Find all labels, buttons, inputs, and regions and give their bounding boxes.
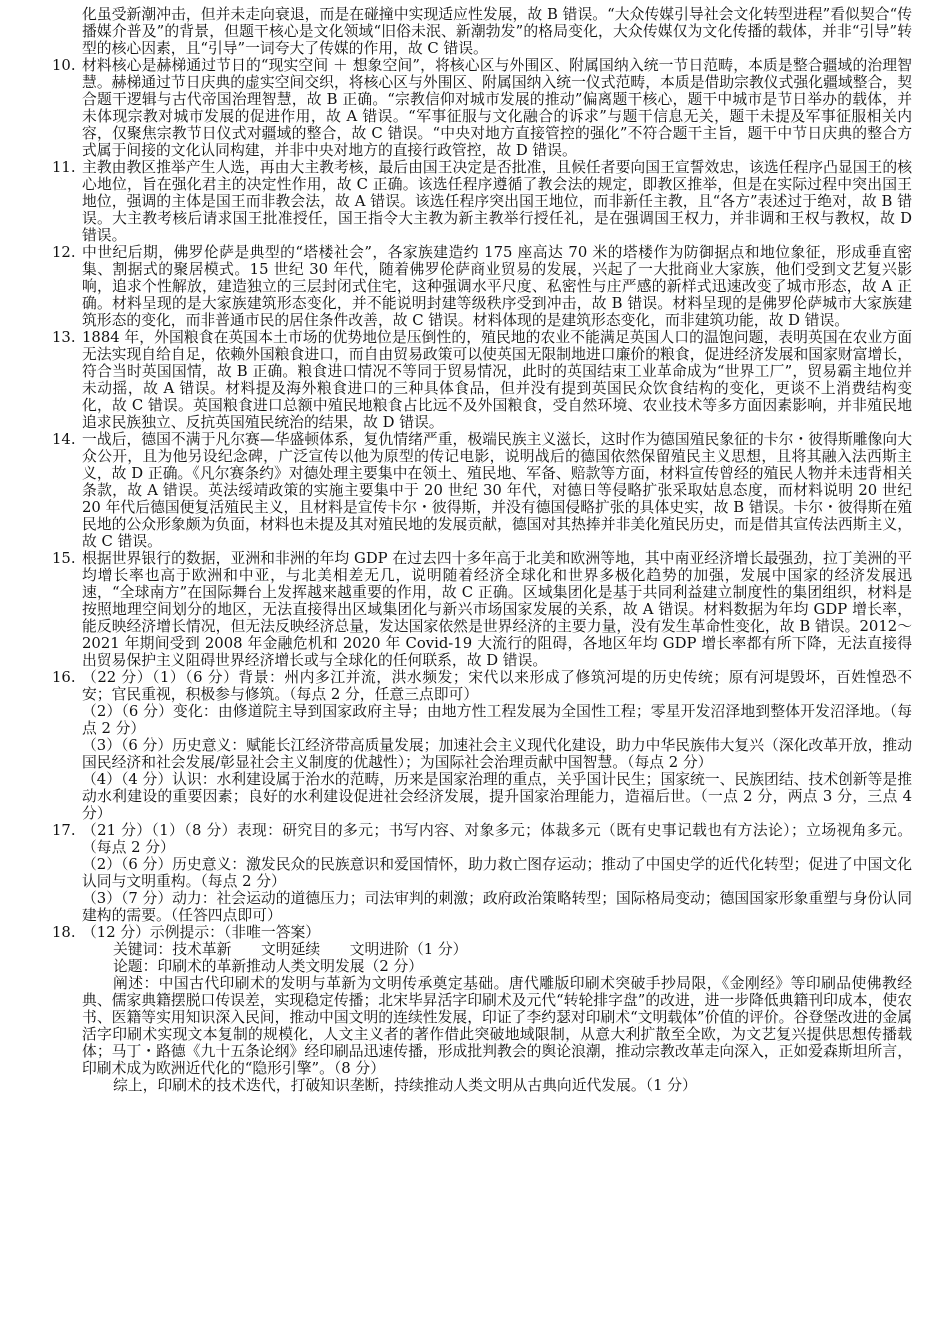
item-number: 18.: [52, 924, 76, 941]
item-paragraph: （4）（4 分）认识：水利建设属于治水的范畴，历来是国家治理的重点，关乎国计民生；国家统一、民族团结、技术创新等是推动水利建设的重要因素；良好的水利建设促进社会经济发展，提升国家治理能力，造福后世。（一点 2 分，两点 3 分，三点 4 分）: [82, 771, 912, 822]
item-number: 10.: [52, 57, 76, 74]
item-paragraph: 1884 年，外国粮食在英国本土市场的优势地位是压倒性的，殖民地的农业不能满足英国人口的温饱问题，表明英国在农业方面无法实现自给自足，依赖外国粮食进口，而自由贸易政策可以使英国无限制地进口廉价的粮食，促进经济发展和国家财富增长，符合当时英国国情，故 B 正确。粮食进口情况不等同于贸易情况，此时的英国结束工业革命成为“世界工厂”，贸易霸主地位并未动摇，故 A 错误。材料提及海外粮食进口的三种具体食品，但并没有提到英国民众饮食结构的变化，更谈不上消费结构变化，故 C 错误。英国粮食进口总额中殖民地粮食占比远不及外国粮食，受自然环境、农业技术等多方面因素影响，并非殖民地追求民族独立、反抗英国殖民统治的结果，故 D 错误。: [82, 329, 912, 431]
item-number: 13.: [52, 329, 76, 346]
item-paragraph: （21 分）（1）（8 分）表现：研究目的多元；书写内容、对象多元；体裁多元（既有史事记载也有方法论）；立场视角多元。（每点 2 分）: [82, 822, 912, 856]
item-number: 17.: [52, 822, 76, 839]
answer-item: [0, 159, 912, 244]
item-number: 15.: [52, 550, 76, 567]
answer-item: [0, 431, 912, 550]
answer-item: [0, 244, 912, 329]
item-number: 16.: [52, 669, 76, 686]
item-18-head: （12 分）示例提示：（非唯一答案）: [82, 924, 321, 941]
answer-item: [0, 329, 912, 431]
item-number: 12.: [52, 244, 76, 261]
item-paragraph: 中世纪后期，佛罗伦萨是典型的“塔楼社会”，各家族建造约 175 座高达 70 米的塔楼作为防御据点和地位象征，形成垂直密集、割据式的聚居模式。15 世纪 30 年代，随着佛罗伦萨商业贸易的发展，兴起了一大批商业大家族，他们受到文艺复兴影响，追求个性解放，建造独立的三层封闭式住宅，这种强调水平尺度、私密性与庄严感的新样式迅速改变了城市形态，故 A 正确。材料呈现的是大家族建筑形态变化，并不能说明封建等级秩序受到冲击，故 B 错误。材料呈现的是佛罗伦萨城市大家族建筑形态的变化，而非普通市民的居住条件改善，故 C 错误。材料体现的是建筑形态变化，而非建筑功能，故 D 错误。: [82, 244, 912, 329]
item-number: 11.: [52, 159, 76, 176]
item-paragraph: （22 分）（1）（6 分）背景：州内多江并流，洪水频发；宋代以来形成了修筑河堤的历史传统；原有河堤毁坏，百姓惶恐不安；官民重视，积极参与修筑。（每点 2 分，任意三点即可）: [82, 669, 912, 703]
answer-item: [0, 6, 912, 57]
answer-item: [0, 57, 912, 159]
answer-item-18: [0, 924, 912, 1094]
item-18-thesis: 论题：印刷术的革新推动人类文明发展（2 分）: [113, 958, 424, 975]
answer-item: [0, 669, 912, 822]
answer-item: [0, 822, 912, 924]
item-paragraph: （2）（6 分）变化：由修道院主导到国家政府主导；由地方性工程发展为全国性工程；零星开发沼泽地到整体开发沼泽地。（每点 2 分）: [82, 703, 912, 737]
item-paragraph: 根据世界银行的数据，亚洲和非洲的年均 GDP 在过去四十多年高于北美和欧洲等地，其中南亚经济增长最强劲，拉丁美洲的平均增长率也高于欧洲和中亚，与北美相差无几，说明随着经济全球化和世界多极化趋势的加强，发展中国家的经济发展迅速，“全球南方”在国际舞台上发挥越来越重要的作用，故 C 正确。区域集团化是基于共同利益建立制度性的集团组织，材料是按照地理空间划分的地区，无法直接得出区域集团化与新兴市场国家发展的关系，故 A 错误。材料数据为年均 GDP 增长率，能反映经济增长情况，但无法反映经济总量，发达国家依然是世界经济的主要力量，没有发生革命性变化，故 B 错误。2012～2021 年期间受到 2008 年金融危机和 2020 年 Covid-19 大流行的阻碍，各地区年均 GDP 增长率都有所下降，无法直接得出贸易保护主义阻碍世界经济增长或与全球化的任何联系，故 D 错误。: [82, 550, 912, 669]
item-18-body: 阐述：中国古代印刷术的发明与革新为文明传承奠定基础。唐代雕版印刷术突破手抄局限，《金刚经》等印刷品使佛教经典、儒家典籍摆脱口传误差，实现稳定传播；北宋毕昇活字印刷术及元代“转轮排字盘”的改进，进一步降低典籍刊印成本，使农书、医籍等实用知识深入民间，推动中国文明的连续性发展，印证了李约瑟对印刷术“文明载体”价值的评价。谷登堡改进的金属活字印刷术实现文本复制的规模化，人文主义者的著作借此突破地域限制，从意大利扩散至全欧，为文艺复兴提供思想传播载体；马丁・路德《九十五条论纲》经印刷品迅速传播，形成批判教会的舆论浪潮，推动宗教改革走向深入，正如爱森斯坦所言，印刷术成为欧洲近代化的“隐形引擎”。（8 分）: [82, 975, 912, 1077]
item-paragraph: 材料核心是赫梯通过节日的“现实空间 ＋ 想象空间”，将核心区与外围区、附属国纳入统一节日范畴，本质是整合疆域的治理智慧。赫梯通过节日庆典的虚实空间交织，将核心区与外围区、附属国纳入统一仪式范畴，本质是借助宗教仪式强化疆域整合，契合题干逻辑与古代帝国治理智慧，故 B 正确。“宗教信仰对城市发展的推动”偏离题干核心，题干中城市是节日举办的载体，并未体现宗教对城市发展的促进作用，故 A 错误。“军事征服与文化融合的诉求”与题干信息无关，题干未提及军事征服相关内容，仅聚焦宗教节日仪式对疆域的整合，故 C 错误。“中央对地方直接管控的强化”不符合题干主旨，题干中节日庆典的整合方式属于间接的文化认同构建，并非中央对地方的直接行政管控，故 D 错误。: [82, 57, 912, 159]
item-paragraph: 化虽受新潮冲击，但并未走向衰退，而是在碰撞中实现适应性发展，故 B 错误。“大众传媒引导社会文化转型进程”看似契合“传播媒介普及”的背景，但题干核心是文化领域“旧俗未泯、新潮勃发”的格局变化，大众传媒仅为文化传播的载体，并非“引导”转型的核心因素，且“引导”一词夸大了传媒的作用，故 C 错误。: [82, 6, 912, 57]
item-paragraph: 主教由教区推举产生人选，再由大主教考核，最后由国王决定是否批准，且候任者要向国王宣誓效忠，该选任程序凸显国王的核心地位，旨在强化君主的决定性作用，故 C 正确。该选任程序遵循了教会法的规定，即教区推举，但是在实际过程中突出国王地位，强调的主体是国王而非教会法，故 A 错误。该选任程序突出国王地位，而非新任主教，且“各方”表述过于绝对，故 B 错误。大主教考核后请求国王批准授任，国王指令大主教为新主教举行授任礼，是在强调国王权力，并非调和王权与教权，故 D 错误。: [82, 159, 912, 244]
answer-list: [0, 6, 912, 924]
answer-item: [0, 550, 912, 669]
item-paragraph: （3）（6 分）历史意义：赋能长江经济带高质量发展；加速社会主义现代化建设，助力中华民族伟大复兴（深化改革开放，推动国民经济和社会发展/彰显社会主义制度的优越性）；为国际社会治理贡献中国智慧。（每点 2 分）: [82, 737, 912, 771]
item-18-keywords: 关键词：技术革新 文明延续 文明进阶（1 分）: [113, 941, 468, 958]
item-number: 14.: [52, 431, 76, 448]
item-paragraph: 一战后，德国不满于凡尔赛—华盛顿体系，复仇情绪严重，极端民族主义滋长，这时作为德国殖民象征的卡尔・彼得斯雕像向大众公开，且为他另设纪念碑，广泛宣传以他为原型的传记电影，说明战后的德国依然保留殖民主义思想，且将其融入法西斯主义，故 D 正确。《凡尔赛条约》对德处理主要集中在领土、殖民地、军备、赔款等方面，材料宣传曾经的殖民人物并未违背相关条款，故 A 错误。英法绥靖政策的实施主要集中于 20 世纪 30 年代，对德日等侵略扩张采取姑息态度，而材料说明 20 世纪 20 年代后德国便复活殖民主义，且材料是宣传卡尔・彼得斯，并没有德国侵略扩张的具体史实，故 B 错误。卡尔・彼得斯在殖民地的公众形象颇为负面，材料也未提及其对殖民地的发展贡献，德国对其热捧并非美化殖民历史，而是借其宣传法西斯主义，故 C 错误。: [82, 431, 912, 550]
item-paragraph: （2）（6 分）历史意义：激发民众的民族意识和爱国情怀，助力救亡图存运动；推动了中国史学的近代化转型；促进了中国文化认同与文明重构。（每点 2 分）: [82, 856, 912, 890]
item-18-conclusion: 综上，印刷术的技术迭代，打破知识垄断，持续推动人类文明从古典向近代发展。（1 分）: [113, 1077, 697, 1094]
item-paragraph: （3）（7 分）动力：社会运动的道德压力；司法审判的刺激；政府政治策略转型；国际格局变动；德国国家形象重塑与身份认同建构的需要。（任答四点即可）: [82, 890, 912, 924]
